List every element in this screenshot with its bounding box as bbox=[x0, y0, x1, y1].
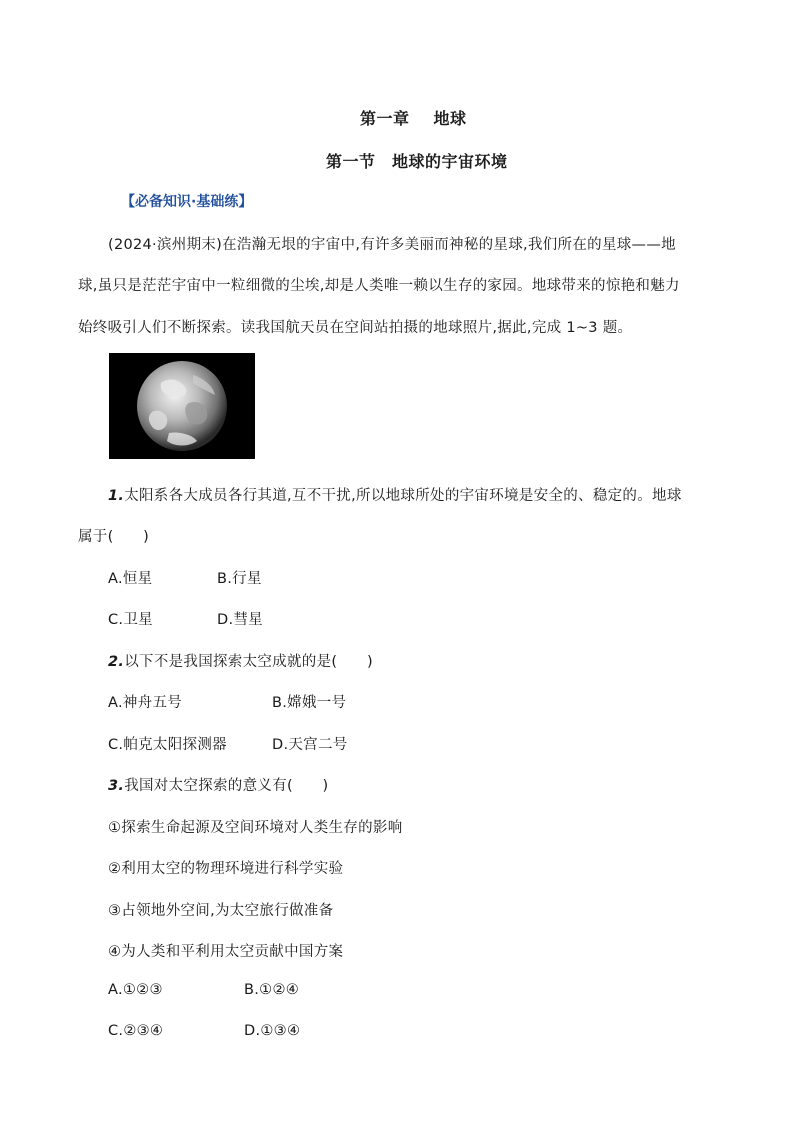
question-1-line-2: 属于( ) bbox=[78, 529, 150, 545]
q3-statement-4: ④为人类和平利用太空贡献中国方案 bbox=[108, 944, 344, 960]
q2-option-c[interactable]: C.帕克太阳探测器 bbox=[108, 737, 227, 753]
question-2 bbox=[108, 650, 373, 671]
q2-option-a[interactable]: A.神舟五号 bbox=[108, 695, 183, 711]
chapter-name: 地球 bbox=[433, 109, 467, 128]
question-3-number: 3. bbox=[108, 778, 125, 794]
q1-option-c[interactable]: C.卫星 bbox=[108, 612, 153, 628]
section-tag: 【必备知识·基础练】 bbox=[121, 194, 253, 210]
q3-statement-2: ②利用太空的物理环境进行科学实验 bbox=[108, 861, 344, 877]
intro-line-2: 球,虽只是茫茫宇宙中一粒细微的尘埃,却是人类唯一赖以生存的家园。地球带来的惊艳和魅力 bbox=[78, 278, 680, 294]
q3-option-c[interactable]: C.②③④ bbox=[108, 1023, 164, 1039]
earth-globe-icon bbox=[109, 353, 255, 459]
chapter-title bbox=[360, 106, 467, 129]
question-2-text: 以下不是我国探索太空成就的是( ) bbox=[124, 654, 373, 670]
q1-option-a[interactable]: A.恒星 bbox=[108, 571, 153, 587]
question-3-text: 我国对太空探索的意义有( ) bbox=[124, 778, 329, 794]
question-1-number: 1. bbox=[108, 488, 125, 504]
q3-statement-3: ③占领地外空间,为太空旅行做准备 bbox=[108, 903, 334, 919]
q2-option-b[interactable]: B.嫦娥一号 bbox=[272, 695, 347, 711]
q2-option-d[interactable]: D.天宫二号 bbox=[272, 737, 348, 753]
q3-option-b[interactable]: B.①②④ bbox=[244, 982, 300, 998]
q3-option-d[interactable]: D.①③④ bbox=[244, 1023, 301, 1039]
question-1-text: 太阳系各大成员各行其道,互不干扰,所以地球所处的宇宙环境是安全的、稳定的。地球 bbox=[124, 488, 682, 504]
q1-option-b[interactable]: B.行星 bbox=[217, 571, 262, 587]
intro-line-3: 始终吸引人们不断探索。读我国航天员在空间站拍摄的地球照片,据此,完成 1~3 题。 bbox=[78, 320, 633, 336]
q3-statement-1: ①探索生命起源及空间环境对人类生存的影响 bbox=[108, 820, 403, 836]
question-2-number: 2. bbox=[108, 654, 125, 670]
intro-line-1: (2024·滨州期末)在浩瀚无垠的宇宙中,有许多美丽而神秘的星球,我们所在的星球——地 bbox=[108, 237, 676, 253]
q3-option-a[interactable]: A.①②③ bbox=[108, 982, 163, 998]
earth-photo bbox=[109, 353, 255, 459]
question-1 bbox=[108, 484, 682, 505]
question-3 bbox=[108, 774, 329, 795]
chapter-label: 第一章 bbox=[360, 109, 410, 128]
section-title: 第一节 地球的宇宙环境 bbox=[326, 152, 508, 171]
q1-option-d[interactable]: D.彗星 bbox=[217, 612, 263, 628]
